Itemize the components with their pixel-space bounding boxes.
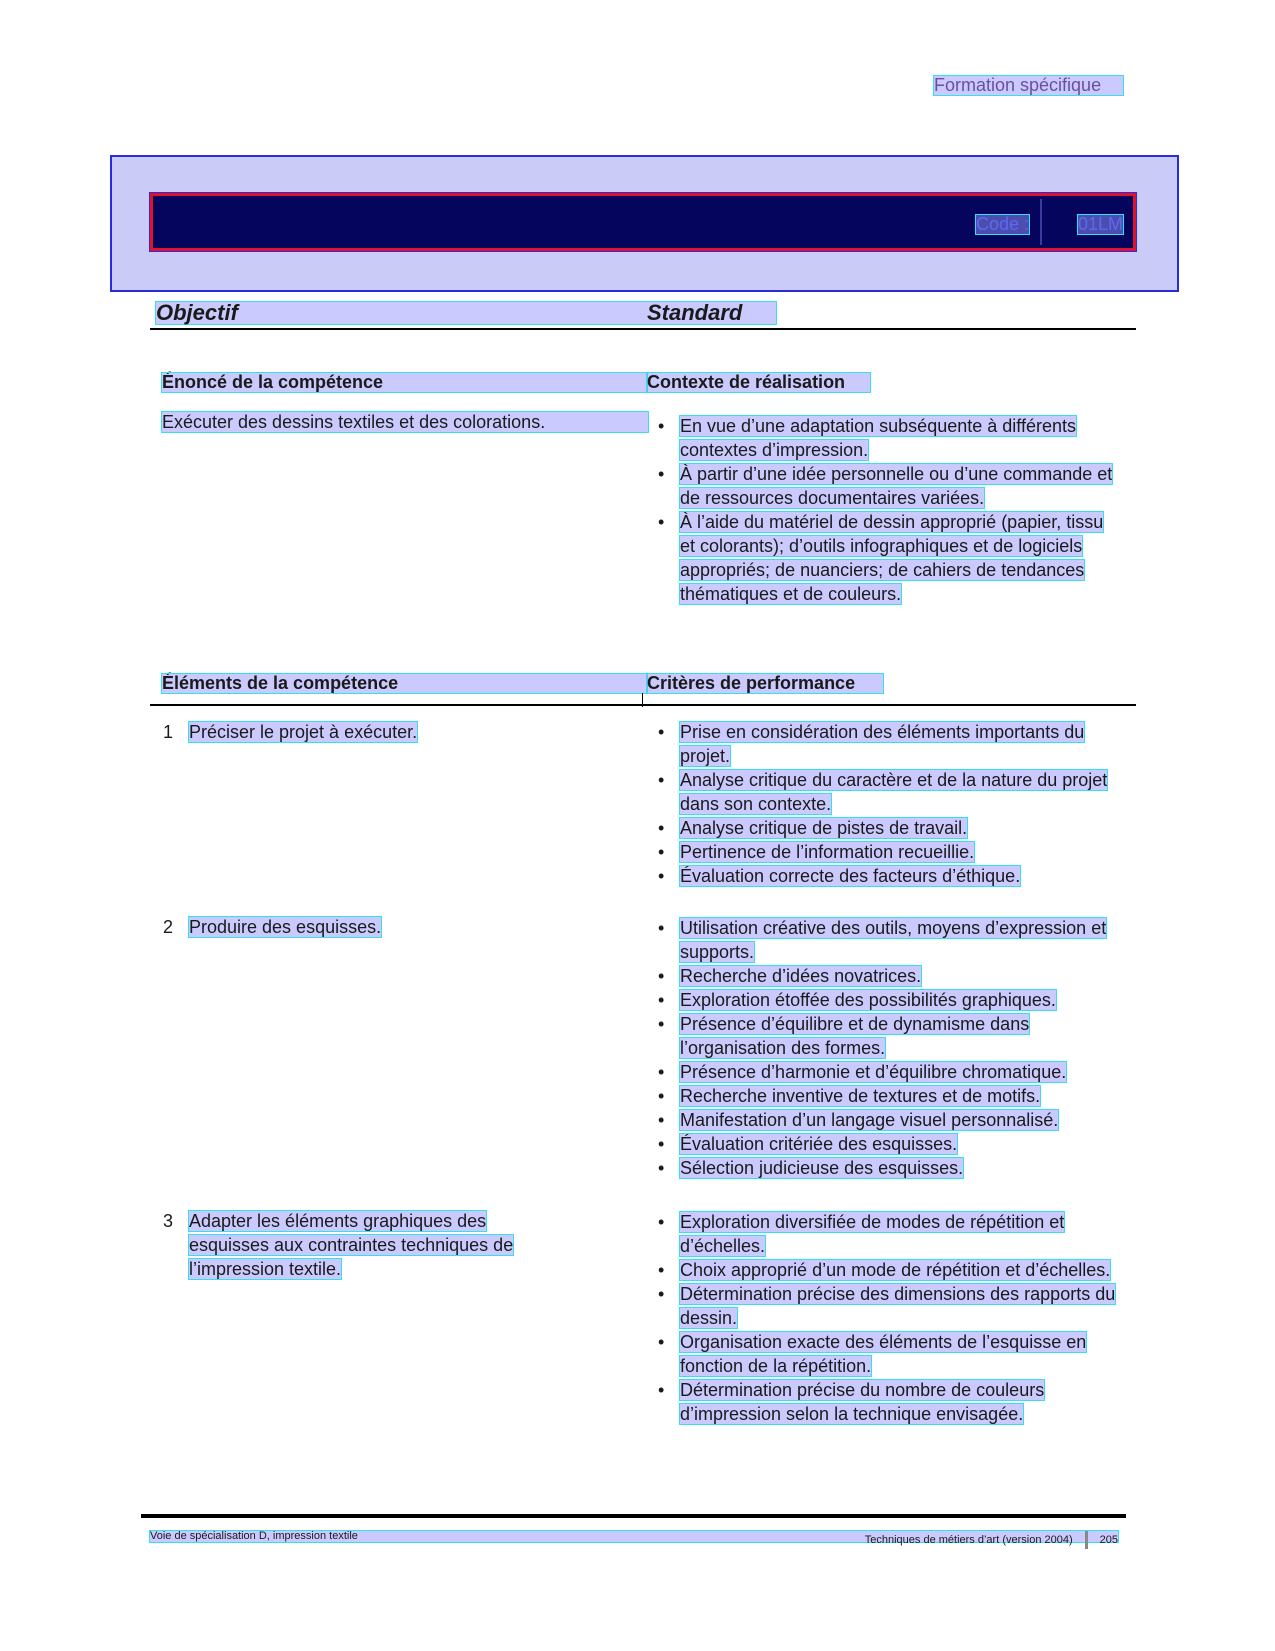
list-item: • Recherche inventive de textures et de motifs. xyxy=(658,1084,1118,1108)
list-item: • Analyse critique du caractère et de la nature du projet dans son contexte. xyxy=(658,768,1118,816)
list-item: • Détermination précise des dimensions des rapports du dessin. xyxy=(658,1282,1118,1330)
footer-rule xyxy=(141,1514,1126,1518)
list-item: • Analyse critique de pistes de travail. xyxy=(658,816,1118,840)
list-item: • Choix approprié d’un mode de répétition et d’échelles. xyxy=(658,1258,1118,1282)
list-item: • Présence d’harmonie et d’équilibre chromatique. xyxy=(658,1060,1118,1084)
code-label: Code : xyxy=(976,214,1030,234)
contexte-list xyxy=(658,414,1118,606)
element-item-2 xyxy=(163,915,583,939)
column-divider xyxy=(642,693,643,707)
element-number: 2 xyxy=(163,917,174,937)
footer-right xyxy=(865,1531,1118,1549)
footer-left-text: Voie de spécialisation D, impression textile xyxy=(150,1530,358,1542)
element-number: 1 xyxy=(163,722,174,742)
elements-title: Éléments de la compétence xyxy=(162,674,647,693)
list-item: • Évaluation critériée des esquisses. xyxy=(658,1132,1118,1156)
column-headers xyxy=(156,302,776,324)
list-item: • Pertinence de l’information recueillie. xyxy=(658,840,1118,864)
list-item: • Organisation exacte des éléments de l’esquisse en fonction de la répétition. xyxy=(658,1330,1118,1378)
list-item: • Sélection judicieuse des esquisses. xyxy=(658,1156,1118,1180)
list-item: • Recherche d’idées novatrices. xyxy=(658,964,1118,988)
footer xyxy=(150,1530,1118,1546)
list-item: • À partir d’une idée personnelle ou d’une commande et de ressources documentaires variées. xyxy=(658,462,1118,510)
element-text: Produire des esquisses. xyxy=(189,917,382,937)
enonce-text: Exécuter des dessins textiles et des colorations. xyxy=(162,412,648,432)
contexte-title: Contexte de réalisation xyxy=(647,373,870,392)
banner-separator xyxy=(1040,199,1042,245)
enonce-title: Énoncé de la compétence xyxy=(162,373,647,392)
criteria-list-1 xyxy=(658,720,1118,888)
list-item: • À l’aide du matériel de dessin approprié (papier, tissu et colorants); d’outils infographiques et de logiciels appropriés; de nuanciers; de cahiers de tendances thématiques et de couleurs. xyxy=(658,510,1118,606)
criteria-list-3 xyxy=(658,1210,1118,1426)
element-item-3 xyxy=(163,1209,563,1281)
element-text: Adapter les éléments graphiques des esquisses aux contraintes techniques de l’impression textile. xyxy=(189,1211,514,1279)
list-item: • Utilisation créative des outils, moyens d’expression et supports. xyxy=(658,916,1118,964)
list-item: • Évaluation correcte des facteurs d’éthique. xyxy=(658,864,1118,888)
criteria-list-2 xyxy=(658,916,1118,1180)
page-number: 205 xyxy=(1099,1533,1118,1546)
list-item: • Détermination précise du nombre de couleurs d’impression selon la technique envisagée. xyxy=(658,1378,1118,1426)
element-item-1 xyxy=(163,720,583,744)
footer-separator xyxy=(1085,1531,1088,1549)
list-item: • Prise en considération des éléments importants du projet. xyxy=(658,720,1118,768)
list-item: • Exploration étoffée des possibilités graphiques. xyxy=(658,988,1118,1012)
list-item: • Manifestation d’un langage visuel personnalisé. xyxy=(658,1108,1118,1132)
footer-right-text: Techniques de métiers d’art (version 2004) xyxy=(864,1533,1073,1546)
element-text: Préciser le projet à exécuter. xyxy=(189,722,418,742)
header-rule xyxy=(150,328,1136,330)
list-item: • Présence d’équilibre et de dynamisme dans l’organisation des formes. xyxy=(658,1012,1118,1060)
elements-rule xyxy=(150,704,1136,706)
list-item: • Exploration diversifiée de modes de répétition et d’échelles. xyxy=(658,1210,1118,1258)
criteres-title: Critères de performance xyxy=(647,674,883,693)
list-item: • En vue d’une adaptation subséquente à différents contextes d’impression. xyxy=(658,414,1118,462)
section-header: Formation spécifique xyxy=(934,76,1123,95)
objectif-heading: Objectif xyxy=(156,300,238,325)
code-value: 01LM xyxy=(1078,214,1124,234)
standard-heading: Standard xyxy=(647,300,743,325)
element-number: 3 xyxy=(163,1211,174,1231)
